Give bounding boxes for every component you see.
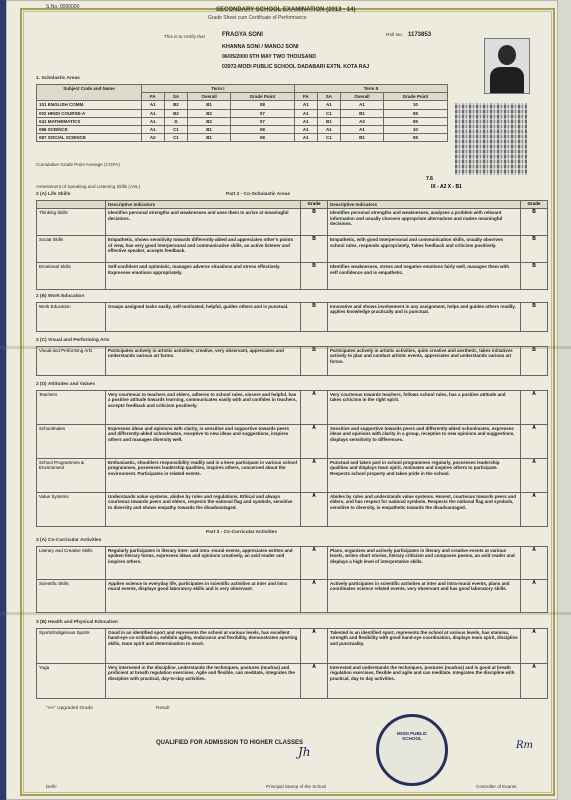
grade-cell: C1 <box>164 126 188 134</box>
table-row <box>36 346 548 376</box>
table-row <box>36 236 548 263</box>
asl-grades: IX - A2 X - B1 <box>431 184 462 190</box>
term2-header: Term II <box>294 85 447 93</box>
area-label: Teachers <box>37 391 106 424</box>
attitudes-table <box>36 390 548 527</box>
area-label: Literary and Creative Skills <box>37 547 106 579</box>
class9-indicator: Very courteous to teachers and elders, adheres to school rules, sincere and helpful, has a positive attitude towards learning, communicates easily with and confides in teachers, accepts feedback and criticism positively. <box>106 391 301 424</box>
table-row <box>36 263 548 290</box>
table-row <box>37 101 448 109</box>
class10-grade: B <box>532 263 536 270</box>
col-fa: FA <box>294 93 317 101</box>
subject-name: 041 MATHEMATICS <box>37 117 142 125</box>
cgpa-value: 7.6 <box>426 176 433 182</box>
grade-cell: A1 <box>317 101 341 109</box>
table-row <box>37 117 448 125</box>
table-row <box>36 664 548 699</box>
class10-indicator: Interested and understands the techniques, postures (mudras) and is good at breath regulation exercises, flexible and agile and can meditate. Integrates the discipline with practical, day to day activities. <box>328 664 521 698</box>
col-overall: Overall <box>341 93 384 101</box>
class10-grade: A <box>532 547 536 553</box>
area-label: Yoga <box>37 664 106 698</box>
grade-cell: 08 <box>230 126 294 134</box>
parent-names: KHANNA SONI / MANOJ SONI <box>222 44 299 50</box>
grade-cell: 08 <box>383 109 447 117</box>
grade-cell: A1 <box>294 134 317 142</box>
place-label: Delhi <box>46 784 57 789</box>
class10-indicator: Plans, organizes and actively participates in literary and creative events at various levels, writes short stories, literary criticism and composes poems, an avid reader and displays a high level of interpretative skills. <box>328 547 521 579</box>
work-education-table <box>36 302 548 332</box>
date-of-birth: 06/05/2000 6TH MAY TWO THOUSAND <box>222 54 316 60</box>
grade-cell: 10 <box>383 101 447 109</box>
class9-grade: A <box>301 391 328 424</box>
class10-indicator: Talented in an identified sport, represents the school at various levels, has stamina, strength and flexibility with good hand-eye coordination, displays team spirit, discipline and punctuality. <box>328 629 521 663</box>
paper-fold <box>0 612 571 615</box>
seal-text: MODI PUBLIC SCHOOL <box>396 731 428 741</box>
class9-indicator: Empathetic, shows sensitivity towards differently-abled and appreciates other's points of view, has very good interpersonal and communicative skills, an active listener and effective speaker, accepts feedback. <box>106 236 301 262</box>
class10-indicator: Empathetic, with good interpersonal and communication skills, usually observes school rules, responds appropriately, Takes feedback and criticism positively. <box>328 236 521 262</box>
class10-indicator: Participates actively in artistic activities, quite creative and aesthetic, takes initiatives actively to plan and conduct artistic events, appreciates and understands various art forms. <box>328 347 521 375</box>
col-gp: Grade Point <box>230 93 294 101</box>
class9-indicator: Understands value systems, abides by rules and regulations. Ethical and always courteous towards peers and elders, respects the national flag and symbols, sensitive to diversity and shows empathy towards the disadvantaged. <box>106 493 301 526</box>
class9-grade: B <box>301 347 328 375</box>
indicators-header: Descriptive Indicators <box>328 201 521 208</box>
life-skills-table <box>36 200 548 290</box>
part3-title: Part 3 - Co-Curricular Activities <box>206 530 277 535</box>
class9-grade: A <box>301 459 328 492</box>
grade-cell: C1 <box>317 134 341 142</box>
table-header <box>36 200 548 209</box>
class10-grade: B <box>532 303 536 309</box>
table-row <box>37 109 448 117</box>
area-label: Thinking Skills <box>37 209 106 235</box>
grade-cell: A1 <box>294 109 317 117</box>
part1-title: 1. Scholastic Areas <box>36 76 80 81</box>
asl-label: Assessment of Speaking and Listening Skills (ASL) <box>36 184 141 189</box>
controller-signature: Rm <box>516 740 534 751</box>
class9-indicator: Regularly participates in literary inter- and intra -mural events, appreciates written and spoken literary forms, expresses ideas and opinions creatively, an avid reader and inspires others. <box>106 547 301 579</box>
grade-cell: C1 <box>164 134 188 142</box>
class10-indicator: Punctual and takes part in school programmes regularly, possesses leadership qualities and displays team spirit, motivates and inspires others to participate. Respects school property and takes pride in the school. <box>328 459 521 492</box>
col-fa: FA <box>142 93 165 101</box>
class9-indicator: Good in an identified sport and represents the school at various levels, has excellent hand-eye co-ordination, exhibits agility, endurance and flexibility, demonstrates sporting skills, team spirit and determination to excel. <box>106 629 301 663</box>
grade-cell: A1 <box>317 126 341 134</box>
school-name: 03972-MODI PUBLIC SCHOOL DADABARI EXTN. KOTA RAJ <box>222 64 370 70</box>
grade-cell: 08 <box>230 101 294 109</box>
class9-indicator: Self-confident and optimistic, manages adverse situations and stress effectively. Expresses emotions appropriately. <box>106 263 301 289</box>
term1-header: Term I <box>142 85 295 93</box>
class9-indicator: Identifies personal strengths and weaknesses and uses them to arrive at meaningful decisions. <box>106 209 301 235</box>
upgraded-note: "AA" Upgraded Grade <box>46 706 93 711</box>
result-label: Result <box>156 706 170 711</box>
class9-grade: A <box>301 580 328 612</box>
grade-cell: A1 <box>294 101 317 109</box>
grade-cell: A1 <box>142 117 165 125</box>
grade-header: Grade <box>527 201 541 206</box>
grade-cell: A1 <box>142 109 165 117</box>
grade-cell: A2 <box>142 134 165 142</box>
grade-cell: 08 <box>383 134 447 142</box>
area-label: Visual and Performing Arts <box>37 347 106 375</box>
class10-grade: A <box>532 664 536 670</box>
activities-table <box>36 546 548 613</box>
roll-label: Roll No. <box>386 33 404 38</box>
table-row <box>36 493 548 527</box>
cgpa-label: Cumulative Grade Point Average (CGPA) <box>36 162 120 167</box>
grade-cell: C1 <box>317 109 341 117</box>
table-row <box>36 302 548 332</box>
area-label: Social Skills <box>37 236 106 262</box>
table-row <box>36 425 548 459</box>
grade-cell: B1 <box>188 101 231 109</box>
grade-cell: A1 <box>294 117 317 125</box>
grade-cell: 07 <box>230 109 294 117</box>
class10-indicator: Abides by rules and understands value systems. Honest, courteous towards peers and elders, and has respect for national symbols. Respects the national flag and symbols, sensitive to diversity, is empathetic towards the disadvantaged. <box>328 493 521 526</box>
class10-grade: A <box>532 629 536 635</box>
class9-indicator: Expresses ideas and opinions with clarity, is sensitive and supportive towards peers and differently-abled schoolmates, receptive to new ideas and suggestions, inspires others and manages diversity well. <box>106 425 301 458</box>
class10-indicator: Identifies personal strengths and weaknesses, analyses a problem with relevant information and usually chooses appropriate alternatives and makes meaningful decisions. <box>328 209 521 235</box>
class9-grade: A <box>301 664 328 698</box>
class9-indicator: Participates actively in artistic activities, creative, very observant, appreciates and understands various art forms. <box>106 347 301 375</box>
grade-cell: B2 <box>164 101 188 109</box>
arts-title: 2 (C) Visual and Performing Arts <box>36 338 110 343</box>
grade-cell: A2 <box>341 117 384 125</box>
subject-name: 087 SOCIAL SCIENCE <box>37 134 142 142</box>
grade-cell: A1 <box>142 101 165 109</box>
student-photo <box>484 38 530 94</box>
roll-number: 1173853 <box>408 32 432 38</box>
serial-number: S.No. 0000000 <box>46 4 80 10</box>
class10-grade: A <box>532 493 536 499</box>
class9-grade: B <box>301 236 328 262</box>
grade-cell: 10 <box>383 126 447 134</box>
class10-indicator: Sensitive and supportive towards peers and differently-abled schoolmates, expresses ideas and opinions with clarity in a group, receptive to new opinions and suggestions, displays sensitivity to differences. <box>328 425 521 458</box>
class9-grade: B <box>301 209 328 235</box>
grade-header: Grade <box>301 201 328 208</box>
grade-cell: 08 <box>230 134 294 142</box>
table-row <box>36 459 548 493</box>
school-seal <box>376 714 448 786</box>
qr-code <box>455 103 527 175</box>
table-row <box>36 580 548 613</box>
area-label: Work Education <box>37 303 106 331</box>
result-text: QUALIFIED FOR ADMISSION TO HIGHER CLASSES <box>156 740 304 746</box>
marksheet <box>6 0 558 800</box>
subject-name: 086 SCIENCE <box>37 126 142 134</box>
class10-grade: B <box>532 236 536 243</box>
student-name: FRAGYA SONI <box>222 32 263 38</box>
grade-cell: B2 <box>164 109 188 117</box>
class10-grade: B <box>532 209 536 216</box>
subject-name: 002 HINDI COURSE-A <box>37 109 142 117</box>
class9-grade: A <box>301 547 328 579</box>
col-sa: SA <box>317 93 341 101</box>
life-skills-title: 2 (A) Life Skills <box>36 192 71 197</box>
area-label: Sports/Indigenous Sports <box>37 629 106 663</box>
class9-grade: A <box>301 629 328 663</box>
col-gp: Grade Point <box>383 93 447 101</box>
paper-fold <box>0 346 571 349</box>
class10-indicator: Innovative and shows involvement in any assignment, helps and guides others readily, applies knowledge practically and is punctual. <box>328 303 521 331</box>
grade-cell: B1 <box>188 126 231 134</box>
principal-signature: Jh <box>298 745 311 759</box>
class10-grade: A <box>532 459 536 465</box>
grade-cell: 09 <box>383 117 447 125</box>
grade-cell: A1 <box>142 126 165 134</box>
class9-grade: A <box>301 493 328 526</box>
certify-label: This is to certify that <box>164 34 205 39</box>
grade-cell: A1 <box>341 126 384 134</box>
activities-title: 3 (A) Co-Curricular Activities <box>36 538 102 543</box>
class9-grade: B <box>301 303 328 331</box>
class10-indicator: Actively participates in scientific activities at inter and intra-mural events, plans and coordinates science related events, very observant and has good laboratory skills. <box>328 580 521 612</box>
board-title: SECONDARY SCHOOL EXAMINATION (2013 - 14) <box>216 7 356 13</box>
col-overall: Overall <box>188 93 231 101</box>
grade-cell: B1 <box>341 134 384 142</box>
grade-cell: B2 <box>188 109 231 117</box>
class10-grade: A <box>532 425 536 431</box>
principal-stamp-label: Principal Stamp of the School <box>266 784 327 789</box>
class9-indicator: Very interested in the discipline, understands the techniques, postures (mudras) and proficient at breath regulation exercises. Agile and flexible, can meditate, integrates the discipline with practical, day-to-day activities. <box>106 664 301 698</box>
table-row <box>36 209 548 236</box>
subject-name: 101 ENGLISH COMM. <box>37 101 142 109</box>
grade-cell: B2 <box>188 117 231 125</box>
area-label: Schoolmates <box>37 425 106 458</box>
class10-grade: A <box>532 580 536 586</box>
certificate-title: Grade Sheet cum Certificate of Performance <box>208 15 307 21</box>
class9-grade: B <box>301 263 328 289</box>
class10-grade: B <box>532 347 536 353</box>
grade-cell: B1 <box>317 117 341 125</box>
subject-header: Subject Code and Name <box>37 85 142 101</box>
attitudes-title: 2 (D) Attitudes and Values <box>36 382 95 387</box>
health-table <box>36 628 548 699</box>
class10-indicator: Very courteous towards teachers, follows school rules, has a positive attitude and takes criticism in the right spirit. <box>328 391 521 424</box>
grade-cell: A1 <box>341 101 384 109</box>
class9-grade: A <box>301 425 328 458</box>
work-title: 2 (B) Work Education <box>36 294 85 299</box>
table-row <box>36 628 548 664</box>
area-label: Scientific Skills <box>37 580 106 612</box>
area-label: Emotional Skills <box>37 263 106 289</box>
class9-indicator: Grasps assigned tasks easily, self-motivated, helpful, guides others and is punctual. <box>106 303 301 331</box>
health-title: 3 (B) Health and Physical Education <box>36 620 118 625</box>
area-label: Value Systems <box>37 493 106 526</box>
class9-indicator: Applies science to everyday life, participates in scientific activities at inter and intra mural events, displays good laboratory skills and is very observant. <box>106 580 301 612</box>
class9-indicator: Enthusiastic, shoulders responsibility readily and is a keen participant in various school programmes, possesses leadership qualities, inspires others, concerned about the environment. Participates in related events. <box>106 459 301 492</box>
grade-cell: D <box>164 117 188 125</box>
grade-cell: B1 <box>188 134 231 142</box>
scholastic-table <box>36 84 448 142</box>
col-sa: SA <box>164 93 188 101</box>
grade-cell: 07 <box>230 117 294 125</box>
indicators-header: Descriptive Indicators <box>106 201 301 208</box>
class10-indicator: Identifies weaknesses, stress and negative emotions fairly well, manages them with self confidence and is empathetic. <box>328 263 521 289</box>
controller-label: Controller of Exams <box>476 784 517 789</box>
grade-cell: A1 <box>294 126 317 134</box>
grade-cell: B1 <box>341 109 384 117</box>
arts-table <box>36 346 548 376</box>
part2-subhead: Part 2 - Co-Scholastic Areas <box>226 192 291 197</box>
table-row <box>37 134 448 142</box>
table-row <box>36 546 548 580</box>
class10-grade: A <box>532 391 536 397</box>
area-label: School Programmes & Environment <box>37 459 106 492</box>
table-row <box>36 390 548 425</box>
table-row <box>37 126 448 134</box>
